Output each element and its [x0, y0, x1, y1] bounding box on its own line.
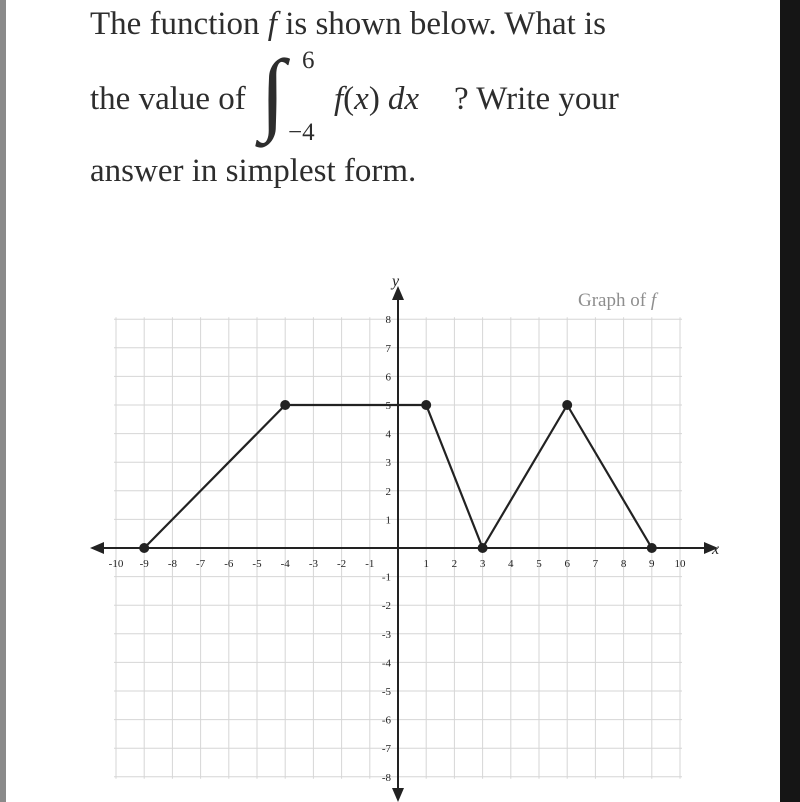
integral-lower-limit: −4: [288, 119, 315, 146]
y-tick-label: -7: [381, 743, 391, 756]
y-tick-label: 2: [385, 485, 391, 498]
integrand-variable: x: [354, 81, 369, 117]
x-tick-label: -8: [167, 558, 177, 570]
integrand-paren: (: [343, 81, 355, 117]
x-tick-label: 6: [564, 558, 570, 570]
x-tick-label: 4: [508, 558, 514, 570]
y-tick-label: -5: [381, 686, 391, 698]
x-tick-label: -6: [224, 558, 234, 570]
x-axis-left-arrow: [90, 542, 104, 554]
question-text: The function: [90, 6, 268, 42]
y-tick-label: -1: [381, 571, 391, 584]
x-tick-label: -1: [365, 558, 375, 570]
x-tick-label: 8: [620, 558, 627, 570]
differential: dx: [387, 81, 419, 117]
x-tick-label: 3: [479, 558, 486, 570]
x-tick-label: 9: [649, 558, 655, 570]
question-text: answer in simplest form.: [90, 153, 417, 189]
question-text: ? Write your: [454, 81, 619, 117]
y-tick-label: -4: [381, 657, 391, 670]
x-tick-label: -4: [280, 558, 290, 570]
x-tick-label: 10: [674, 558, 686, 570]
data-point: [280, 400, 290, 410]
x-tick-label: 1: [423, 558, 429, 570]
function-symbol: f: [267, 6, 277, 42]
graph-title-symbol: f: [650, 290, 657, 311]
integrand-paren: ): [368, 81, 380, 117]
x-tick-label: 2: [451, 558, 458, 570]
y-tick-label: -2: [381, 600, 391, 613]
x-tick-label: -9: [139, 558, 149, 570]
x-axis-label: x: [712, 541, 720, 558]
y-tick-label: -6: [381, 714, 391, 727]
question-text: the value of: [90, 81, 246, 117]
y-axis-label: y: [392, 273, 400, 290]
data-point: [647, 543, 657, 553]
y-tick-label: 3: [385, 457, 391, 470]
data-point: [478, 543, 488, 553]
integrand-function: f: [334, 81, 344, 117]
x-tick-label: -7: [196, 558, 206, 570]
x-tick-label: -3: [308, 558, 318, 570]
question-text: is shown below. What is: [276, 6, 607, 42]
x-tick-label: 5: [536, 558, 542, 570]
y-tick-label: -8: [381, 771, 391, 784]
y-tick-label: 8: [385, 314, 391, 327]
x-tick-label: -10: [108, 558, 124, 570]
y-tick-label: 1: [385, 514, 391, 527]
y-axis-bottom-arrow: [392, 788, 404, 802]
data-point: [139, 543, 149, 553]
y-tick-label: 7: [385, 342, 391, 355]
integral-sign: ∫: [260, 41, 286, 143]
y-tick-label: 5: [385, 400, 391, 412]
data-point: [562, 400, 572, 410]
y-tick-label: 6: [385, 371, 391, 384]
x-tick-label: 7: [592, 558, 599, 570]
integral-upper-limit: 6: [302, 47, 315, 74]
y-tick-label: -3: [381, 628, 391, 641]
x-tick-label: -5: [252, 558, 262, 570]
graph-title-text: Graph of: [578, 290, 651, 311]
data-point: [421, 400, 431, 410]
y-tick-label: 4: [385, 428, 391, 441]
x-tick-label: -2: [337, 558, 347, 570]
